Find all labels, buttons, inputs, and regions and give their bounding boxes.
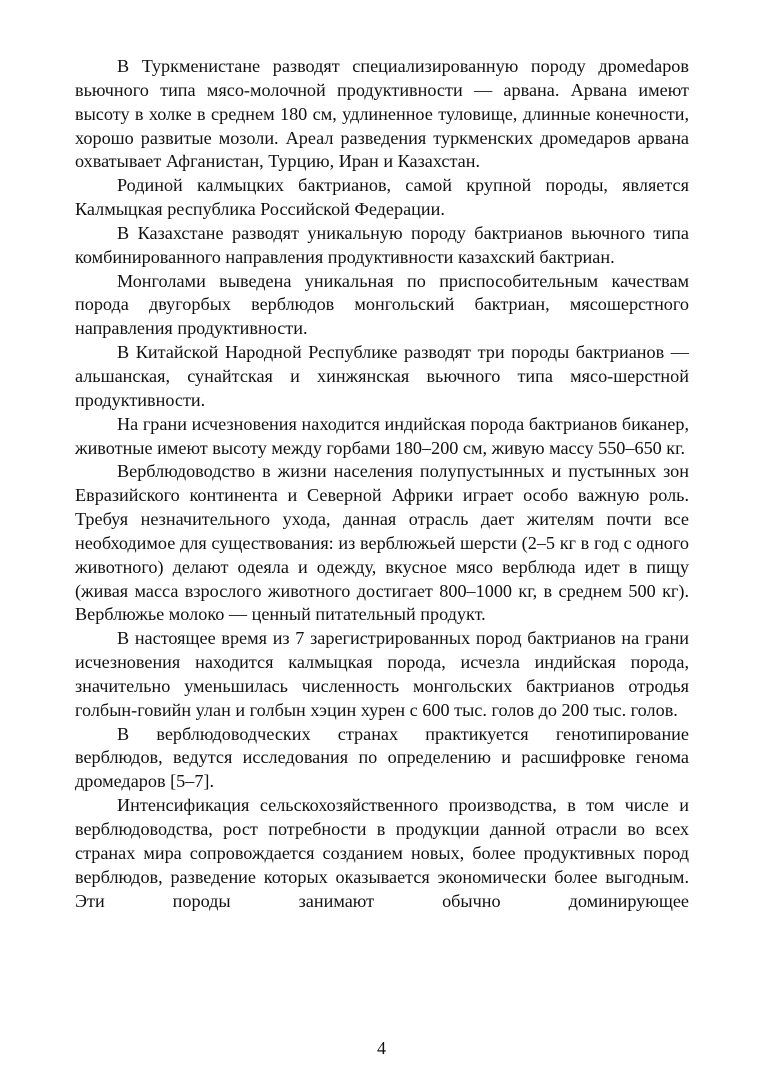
- page-body: [75, 55, 689, 913]
- paragraph-kalmyk-bactrian: Родиной калмыцких бактрианов, самой крупной породы, является Калмыцкая республика Российской Федерации.: [75, 175, 689, 220]
- paragraph-camel-breeding-role: Верблюдоводство в жизни населения полупустынных и пустынных зон Евразийского континента и Северной Африки играет особо важную роль. Требуя незначительного ухода, данная отрасль дает жителям почти все необходимое для существования: из верблюжьей шерсти (2–5 кг в год с одного животного) делают одеяла и одежду, вкусное мясо верблюда идет в пищу (живая масса взрослого животного достигает 800–1000 кг, в среднем 500 кг). Верблюжье молоко — ценный питательный продукт.: [75, 461, 689, 625]
- paragraph-kazakh-bactrian: В Казахстане разводят уникальную породу бактрианов вьючного типа комбинированного направления продуктивности казахский бактриан.: [75, 222, 689, 267]
- paragraph-indian-bikaner: На грани исчезновения находится индийская порода бактрианов биканер, животные имеют высоту между горбами 180–200 см, живую массу 550–650 кг.: [75, 413, 689, 458]
- paragraph-mongolian-bactrian: Монголами выведена уникальная по приспособительным качествам порода двугорбых верблюдов монгольский бактриан, мясошерстного направления продуктивности.: [75, 270, 689, 339]
- paragraph-intensification: Интенсификация сельскохозяйственного производства, в том числе и верблюдоводства, рост потребности в продукции данной отрасли во всех странах мира сопровождается созданием новых, более продуктивных пород верблюдов, разведение которых оказывается экономически более выгодным. Эти породы занимают обычно доминирующее: [75, 795, 689, 911]
- paragraph-genotyping: В верблюдоводческих странах практикуется генотипирование верблюдов, ведутся исследования по определению и расшифровке генома дромедаров [5–7].: [75, 723, 689, 792]
- paragraph-endangered-breeds: В настоящее время из 7 зарегистрированных пород бактрианов на грани исчезновения находится калмыцкая порода, исчезла индийская порода, значительно уменьшилась численность монгольских бактрианов отродья голбын-говийн улан и голбын хэцин хурен с 600 тыс. голов до 200 тыс. голов.: [75, 628, 689, 720]
- page-number: 4: [377, 1038, 386, 1058]
- paragraph-arvana: В Туркменистане разводят специализированную породу дромеdаров вьючного типа мясо-молочной продуктивности — арвана. Арвана имеют высоту в холке в среднем 180 см, удлиненное туловище, длинные конечности, хорошо развитые мозоли. Ареал разведения туркменских дромедаров арвана охватывает Афганистан, Турцию, Иран и Казахстан.: [75, 56, 689, 172]
- paragraph-chinese-breeds: В Китайской Народной Республике разводят три породы бактрианов — альшанская, сунайтская и хинжянская вьючного типа мясо-шерстной продуктивности.: [75, 342, 689, 410]
